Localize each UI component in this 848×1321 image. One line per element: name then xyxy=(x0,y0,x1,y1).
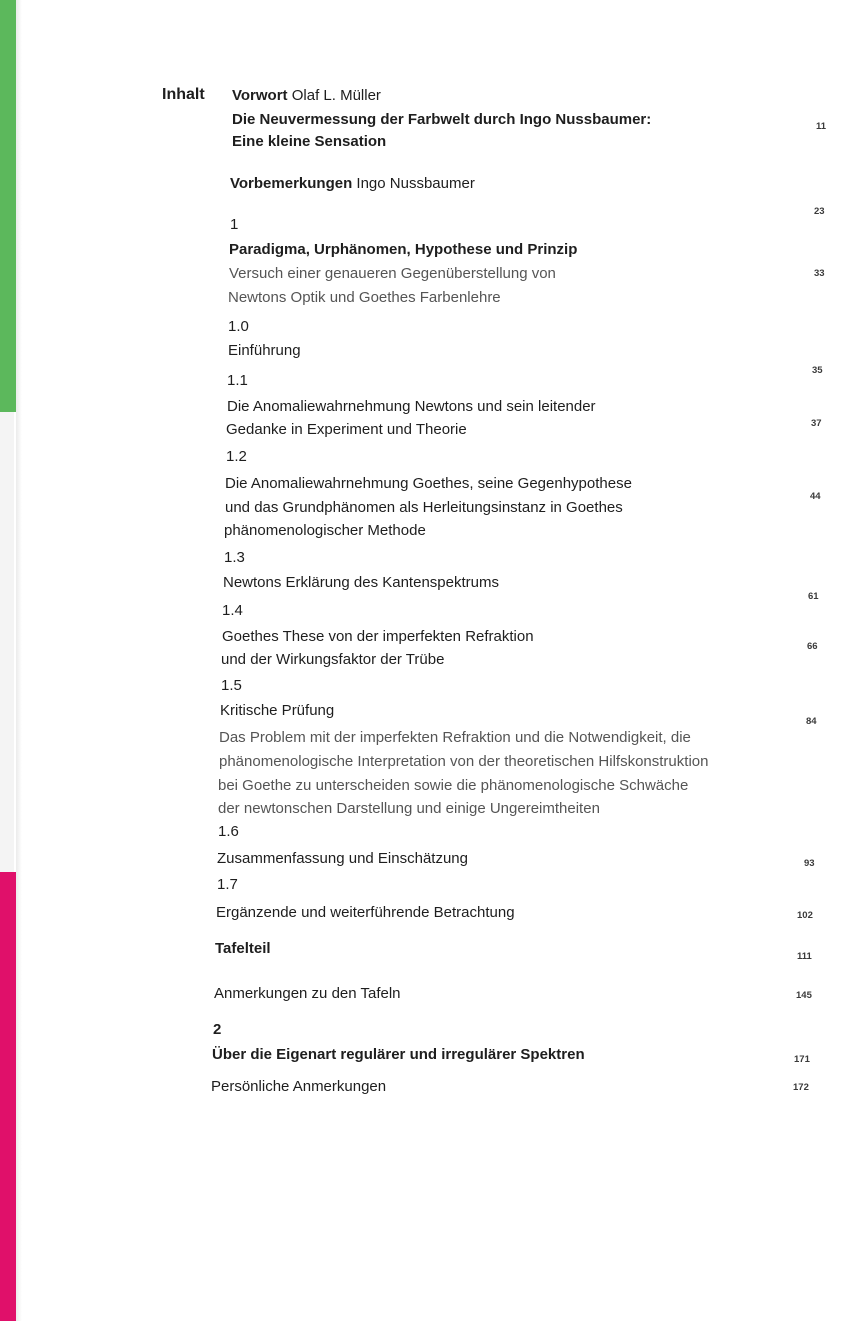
section-title: Einführung xyxy=(228,342,301,359)
section-title: Die Anomaliewahrnehmung Newtons und sein leitender xyxy=(227,398,596,415)
chapter-number: 2 xyxy=(213,1021,222,1038)
section-title: phänomenologischer Methode xyxy=(224,522,426,539)
page-number: 145 xyxy=(796,990,812,1001)
section-subtitle: phänomenologische Interpretation von der theoretischen Hilfskonstruktion xyxy=(219,753,709,770)
vorwort-title-line1: Die Neuvermessung der Farbwelt durch Ingo Nussbaumer: xyxy=(232,111,652,128)
section-title: Newtons Erklärung des Kantenspektrums xyxy=(223,574,499,591)
section-number: 1.1 xyxy=(227,372,248,389)
section-number: 1.3 xyxy=(224,549,245,566)
page-number: 37 xyxy=(811,418,822,429)
page-number: 44 xyxy=(810,491,821,502)
chapter-number: 1 xyxy=(230,216,239,233)
chapter-title: Über die Eigenart regulärer und irregulärer Spektren xyxy=(212,1046,585,1063)
white-page-edge xyxy=(0,412,14,872)
section-title: und der Wirkungsfaktor der Trübe xyxy=(221,651,445,668)
page-number: 33 xyxy=(814,268,825,279)
vorbemerkungen-author: Ingo Nussbaumer xyxy=(356,175,475,192)
section-subtitle: bei Goethe zu unterscheiden sowie die phänomenologische Schwäche xyxy=(218,777,689,794)
section-subtitle: der newtonschen Darstellung und einige Ungereimtheiten xyxy=(218,800,600,817)
section-number: 1.6 xyxy=(218,823,239,840)
persoenlich-label: Persönliche Anmerkungen xyxy=(211,1078,387,1095)
green-page-edge xyxy=(0,0,16,412)
vorbemerkungen-entry xyxy=(230,173,475,195)
anmerkungen-label: Anmerkungen zu den Tafeln xyxy=(214,985,401,1002)
chapter-subtitle-line2: Newtons Optik und Goethes Farbenlehre xyxy=(228,289,501,306)
toc-heading: Inhalt xyxy=(162,86,205,103)
pink-page-edge xyxy=(0,872,16,1321)
page-number: 93 xyxy=(804,858,815,869)
section-title: Zusammenfassung und Einschätzung xyxy=(217,850,468,867)
vorwort-author: Olaf L. Müller xyxy=(291,87,381,104)
page-number: 171 xyxy=(794,1054,810,1065)
page-shadow xyxy=(16,0,22,1321)
chapter-subtitle-line1: Versuch einer genaueren Gegenüberstellung von xyxy=(229,265,556,282)
section-number: 1.7 xyxy=(217,876,238,893)
chapter-title: Paradigma, Urphänomen, Hypothese und Prinzip xyxy=(229,241,578,258)
page-number: 23 xyxy=(814,206,825,217)
vorwort-entry xyxy=(232,85,381,107)
tafelteil-label: Tafelteil xyxy=(215,940,271,957)
section-number: 1.0 xyxy=(228,318,249,335)
section-title: und das Grundphänomen als Herleitungsinstanz in Goethes xyxy=(225,499,623,516)
page-number: 111 xyxy=(797,951,812,962)
section-number: 1.2 xyxy=(226,448,247,465)
section-title: Ergänzende und weiterführende Betrachtung xyxy=(216,904,515,921)
section-title: Die Anomaliewahrnehmung Goethes, seine Gegenhypothese xyxy=(225,475,632,492)
section-title: Kritische Prüfung xyxy=(220,702,335,719)
vorbemerkungen-label: Vorbemerkungen xyxy=(230,175,353,192)
section-title: Goethes These von der imperfekten Refraktion xyxy=(222,628,534,645)
page-number: 172 xyxy=(793,1082,809,1093)
section-subtitle: Das Problem mit der imperfekten Refraktion und die Notwendigkeit, die xyxy=(219,729,691,746)
page-number: 102 xyxy=(797,910,813,921)
page-number: 11 xyxy=(816,121,827,132)
page-number: 35 xyxy=(812,365,823,376)
section-number: 1.4 xyxy=(222,602,243,619)
vorwort-title-line2: Eine kleine Sensation xyxy=(232,133,387,150)
section-number: 1.5 xyxy=(221,677,242,694)
page-number: 61 xyxy=(808,591,819,602)
section-title: Gedanke in Experiment und Theorie xyxy=(226,421,467,438)
page-number: 84 xyxy=(806,716,817,727)
page-number: 66 xyxy=(807,641,818,652)
vorwort-label: Vorwort xyxy=(232,87,288,104)
